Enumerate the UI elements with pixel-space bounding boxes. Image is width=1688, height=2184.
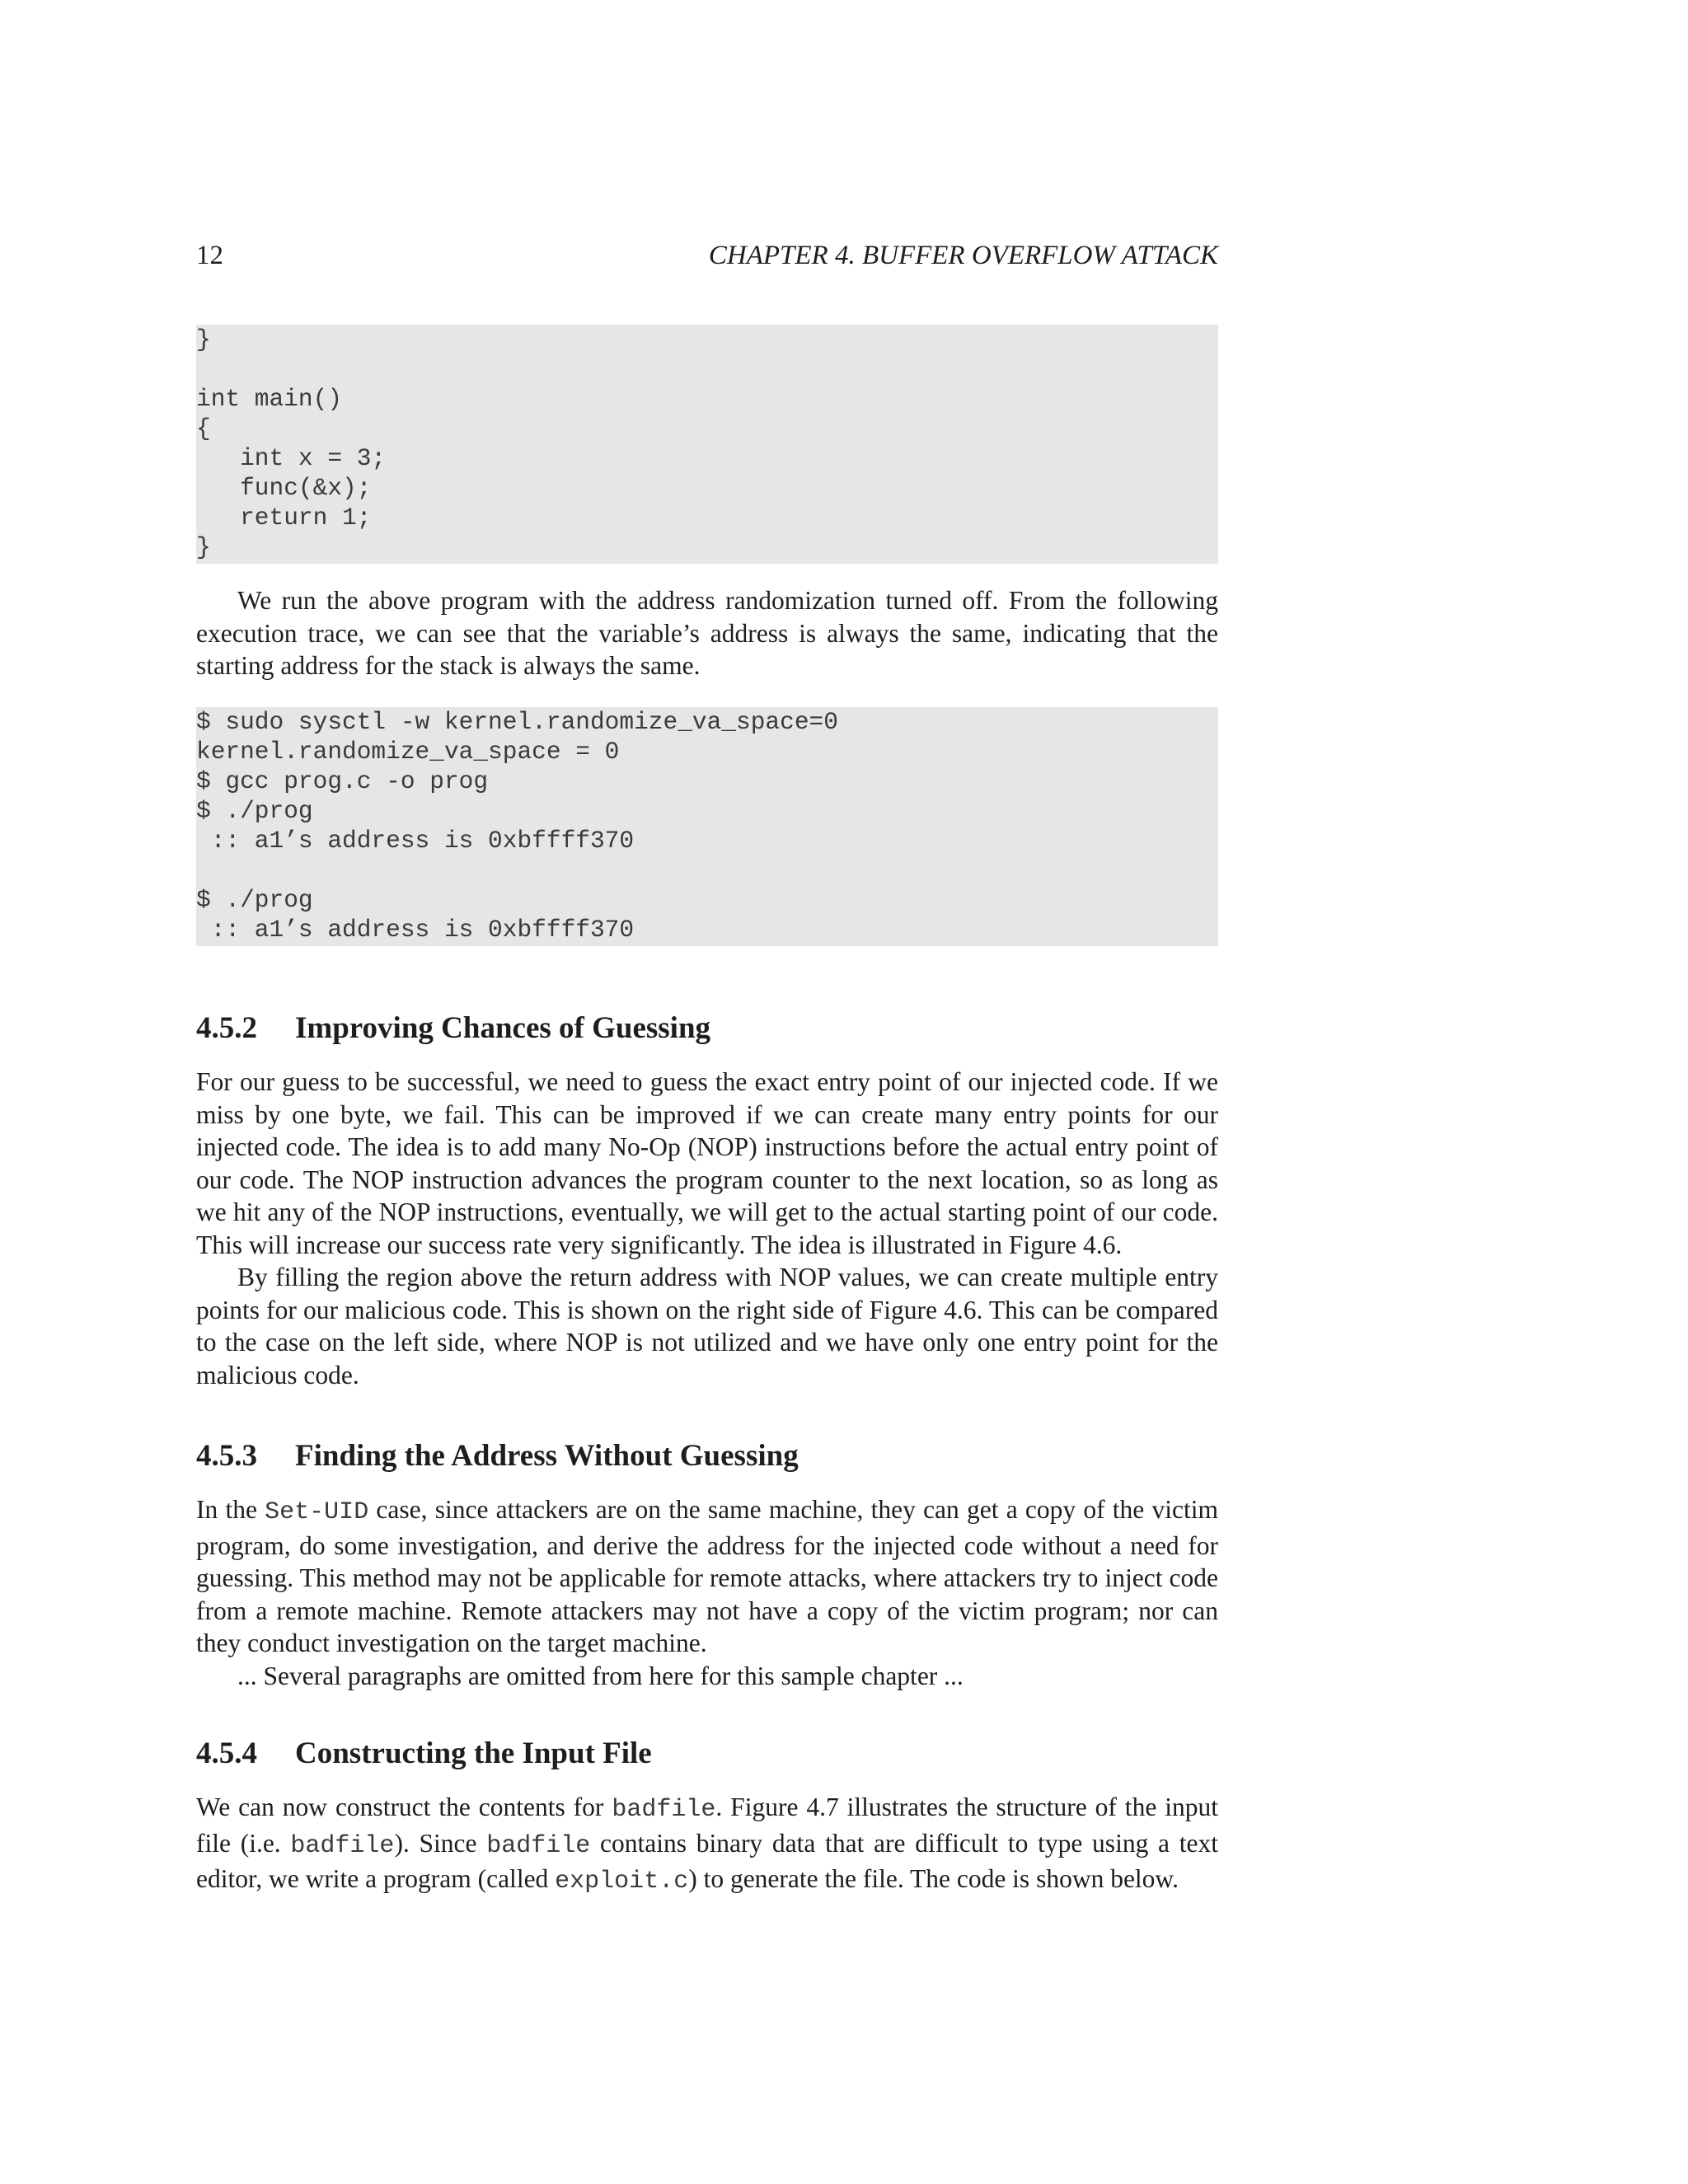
- page-number: 12: [196, 241, 223, 270]
- code-line: $ sudo sysctl -w kernel.randomize_va_space=0: [196, 708, 838, 736]
- paragraph-text: [196, 1493, 1218, 1660]
- section-number: 4.5.2: [196, 1011, 257, 1045]
- text-run: ). Since: [394, 1828, 487, 1858]
- text-run: ) to generate the file. The code is shown below.: [688, 1864, 1179, 1893]
- section-number: 4.5.4: [196, 1736, 257, 1770]
- section-title: Improving Chances of Guessing: [295, 1011, 711, 1045]
- code-block-main: [196, 325, 1218, 564]
- text-run: case, since attackers are on the same machine, they can get a copy of the victim program, do some investigation, and derive the address for the injected code without a need for guessing. This method may not be applicable for remote attacks, where attackers try to inject code from a remote machine. Remote attackers may not have a copy of the victim program; nor can they conduct investigation on the target machine.: [196, 1495, 1218, 1657]
- inline-code: badfile: [486, 1831, 591, 1860]
- code-line: kernel.randomize_va_space = 0: [196, 738, 620, 766]
- paragraph-text: For our guess to be successful, we need to guess the exact entry point of our injected code. If we miss by one byte, we fail. This can be improved if we can create many entry points for our injected code. The idea is to add many No-Op (NOP) instructions before the actual entry point of our code. The NOP instruction advances the program counter to the next location, so as long as we hit any of the NOP instructions, eventually, we will get to the actual starting point of our code. This will increase our success rate very significantly. The idea is illustrated in Figure 4.6.: [196, 1067, 1218, 1259]
- text-run: . Figure 4.7 illustrates the structure of the input file (i.e.: [196, 1793, 1218, 1858]
- section-heading-4-5-2: [196, 1010, 710, 1046]
- paragraph-text: We run the above program with the address randomization turned off. From the following execution trace, we can see that the variable’s address is always the same, indicating that the starting address for the stack is always the same.: [196, 586, 1218, 680]
- code-line: :: a1’s address is 0xbffff370: [196, 916, 635, 944]
- section-heading-4-5-4: [196, 1736, 652, 1771]
- code-line: }: [196, 326, 211, 354]
- code-block-trace: [196, 707, 1218, 946]
- section-body-4-5-2: [196, 1066, 1218, 1391]
- text-run: In the: [196, 1495, 265, 1524]
- section-heading-4-5-3: [196, 1438, 799, 1474]
- code-line: int x = 3;: [196, 444, 387, 472]
- text-run: We can now construct the contents for: [196, 1793, 612, 1821]
- code-line: $ ./prog: [196, 886, 313, 914]
- chapter-title: CHAPTER 4. BUFFER OVERFLOW ATTACK: [708, 241, 1218, 270]
- paragraph-text: By filling the region above the return address with NOP values, we can create multiple entry points for our malicious code. This is shown on the right side of Figure 4.6. This can be compared to the case on the left side, where NOP is not utilized and we have only one entry point for the malicious code.: [196, 1263, 1218, 1390]
- section-title: Constructing the Input File: [295, 1736, 652, 1770]
- inline-code: Set-UID: [265, 1498, 369, 1526]
- section-number: 4.5.3: [196, 1439, 257, 1473]
- section-title: Finding the Address Without Guessing: [295, 1439, 799, 1473]
- inline-code: badfile: [290, 1831, 395, 1860]
- code-line: [196, 354, 1218, 384]
- running-head: [196, 241, 1218, 279]
- code-line: }: [196, 533, 211, 561]
- section-body-4-5-4: [196, 1791, 1218, 1899]
- inline-code: exploit.c: [555, 1868, 689, 1896]
- code-line: $ ./prog: [196, 797, 313, 825]
- section-body-4-5-3: [196, 1493, 1218, 1692]
- code-line: :: a1’s address is 0xbffff370: [196, 827, 635, 855]
- text-run: contains binary data that are difficult to type using a text editor, we write a program (called: [196, 1828, 1218, 1893]
- code-line: {: [196, 415, 211, 443]
- inline-code: badfile: [612, 1796, 716, 1824]
- code-line: int main(): [196, 385, 343, 413]
- paragraph-text: ... Several paragraphs are omitted from here for this sample chapter ...: [237, 1661, 964, 1690]
- code-line: [196, 855, 1218, 885]
- paragraph-text: [196, 1791, 1218, 1899]
- code-line: return 1;: [196, 504, 372, 532]
- code-line: $ gcc prog.c -o prog: [196, 767, 489, 795]
- code-line: func(&x);: [196, 474, 372, 502]
- paragraph-trace-intro: [196, 584, 1218, 682]
